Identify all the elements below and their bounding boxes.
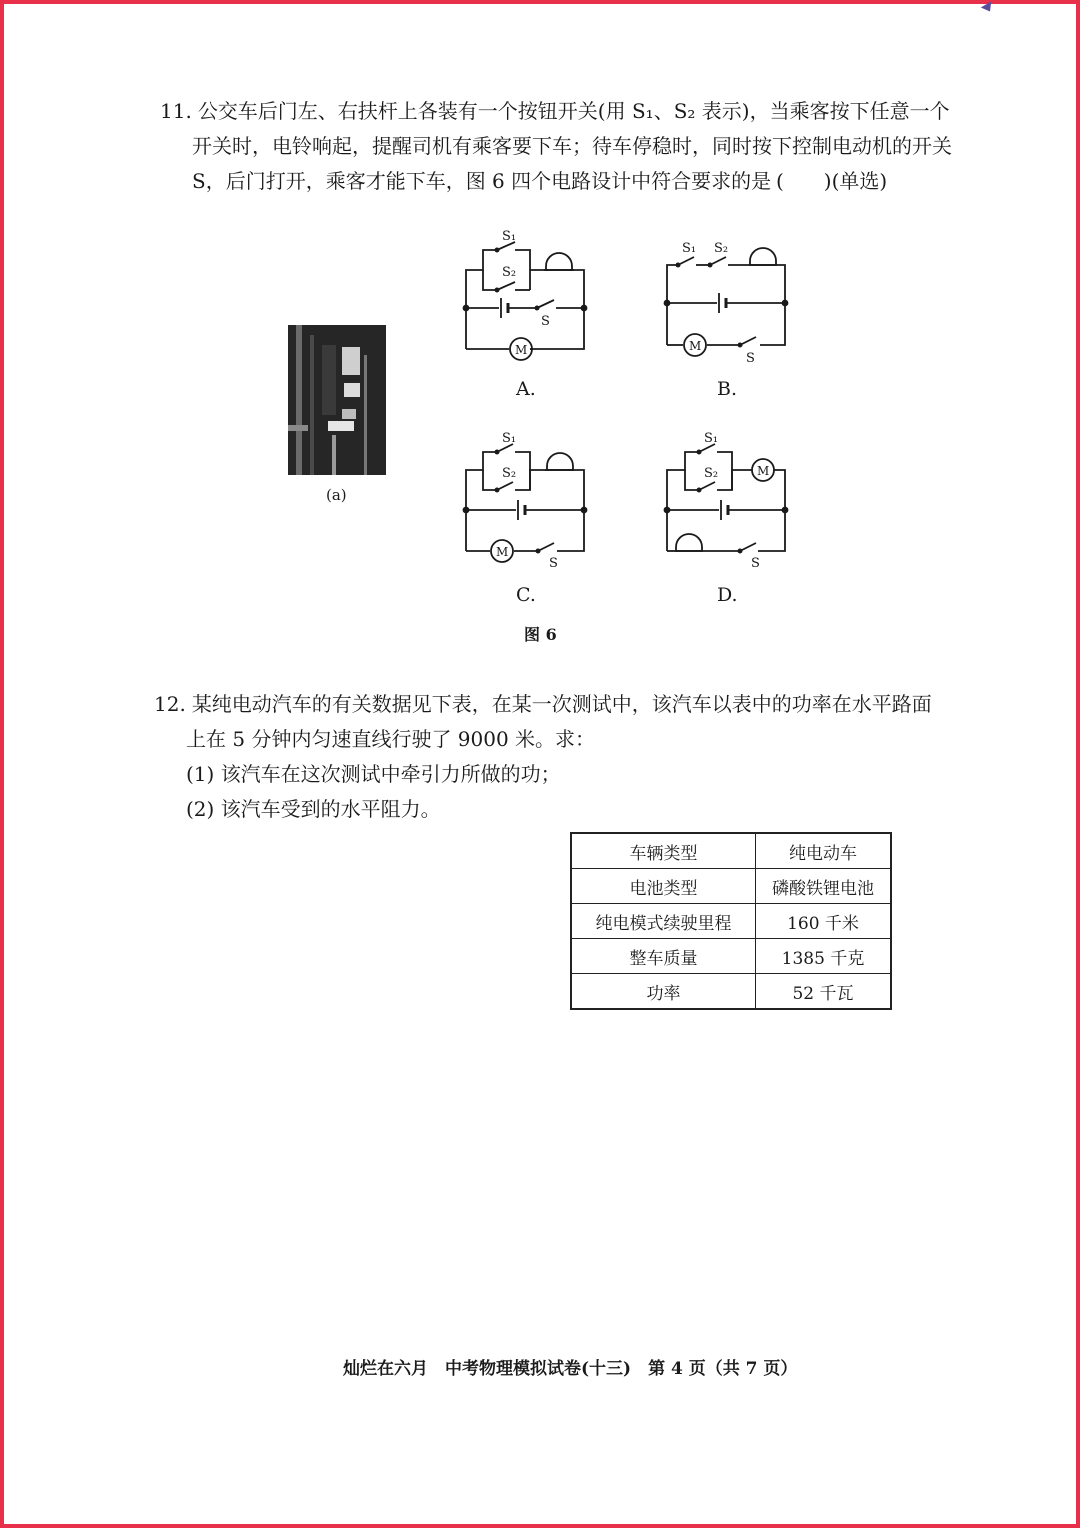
- question-11-line-2: 开关时，电铃响起，提醒司机有乘客要下车；待车停稳时，同时按下控制电动机的开关: [192, 134, 952, 158]
- option-b-label[interactable]: B.: [717, 378, 738, 400]
- answer-blank[interactable]: ( )(单选): [776, 169, 888, 193]
- table-value: 纯电动车: [756, 833, 892, 869]
- vehicle-spec-table: [570, 832, 892, 1010]
- circuit-b: [665, 248, 788, 356]
- bell-b: [748, 248, 778, 265]
- motor-label-c: M: [496, 545, 509, 559]
- label-s2-b: S₂: [714, 241, 729, 256]
- switch-s-d: [740, 543, 756, 551]
- label-s-a: S: [541, 314, 550, 329]
- switch-s-b: [740, 337, 756, 345]
- circuit-diagrams: [0, 0, 1080, 660]
- label-s1-a: S₁: [502, 229, 517, 244]
- bell-a: [544, 253, 574, 270]
- label-s2-c: S₂: [502, 466, 517, 481]
- label-s2-d: S₂: [704, 466, 719, 481]
- label-s2-a: S₂: [502, 265, 517, 280]
- switch-s2-a: [497, 282, 515, 290]
- switch-s2-b: [710, 257, 726, 265]
- table-value: 1385 千克: [756, 939, 892, 974]
- table-row: [571, 869, 891, 904]
- motor-label-d: M: [757, 464, 770, 478]
- motor-label-b: M: [689, 339, 702, 353]
- table-value: 磷酸铁锂电池: [756, 869, 892, 904]
- label-s-c: S: [549, 556, 558, 571]
- table-key: 整车质量: [571, 939, 756, 974]
- switch-s-a: [537, 300, 554, 308]
- circuit-d: [665, 444, 788, 553]
- table-key: 功率: [571, 974, 756, 1010]
- photo-caption: (a): [326, 486, 347, 504]
- table-key: 纯电模式续驶里程: [571, 904, 756, 939]
- option-d-label[interactable]: D.: [717, 584, 738, 606]
- question-12-sub-1: (1) 该汽车在这次测试中牵引力所做的功；: [186, 762, 561, 786]
- question-12-line-2: 上在 5 分钟内匀速直线行驶了 9000 米。求：: [186, 727, 596, 751]
- switch-s2-d: [699, 482, 715, 490]
- table-row: [571, 974, 891, 1010]
- option-c-label[interactable]: C.: [516, 584, 536, 606]
- table-row: [571, 833, 891, 869]
- question-12-sub-2: (2) 该汽车受到的水平阻力。: [186, 797, 441, 821]
- question-11-line-3: S，后门打开，乘客才能下车，图 6 四个电路设计中符合要求的是: [192, 169, 772, 193]
- motor-label-a: M: [515, 343, 528, 357]
- page-footer: 灿烂在六月 中考物理模拟试卷(十三) 第 4 页（共 7 页）: [343, 1359, 798, 1379]
- table-value: 160 千米: [756, 904, 892, 939]
- table-key: 电池类型: [571, 869, 756, 904]
- figure-caption: 图 6: [524, 625, 557, 644]
- bell-c: [545, 453, 575, 470]
- option-a-label[interactable]: A.: [516, 378, 536, 400]
- question-11-text-1: 公交车后门左、右扶杆上各装有一个按钮开关(用 S₁、S₂ 表示)，当乘客按下任意一个: [197, 99, 950, 123]
- question-12-text-1: 某纯电动汽车的有关数据见下表，在某一次测试中，该汽车以表中的功率在水平路面: [191, 692, 932, 716]
- switch-s1-b: [678, 257, 694, 265]
- question-11-number: 11.: [160, 99, 192, 123]
- label-s-b: S: [746, 351, 755, 366]
- circuit-c: [464, 444, 587, 562]
- label-s1-b: S₁: [682, 241, 697, 256]
- label-s1-d: S₁: [704, 431, 719, 446]
- switch-s2-c: [497, 482, 513, 490]
- bell-d: [674, 534, 704, 551]
- switch-s-c: [538, 543, 554, 551]
- table-key: 车辆类型: [571, 833, 756, 869]
- table-row: [571, 939, 891, 974]
- table-row: [571, 904, 891, 939]
- table-value: 52 千瓦: [756, 974, 892, 1010]
- label-s1-c: S₁: [502, 431, 517, 446]
- label-s-d: S: [751, 556, 760, 571]
- question-12-line-1: [154, 687, 932, 722]
- question-12-number: 12.: [154, 692, 186, 716]
